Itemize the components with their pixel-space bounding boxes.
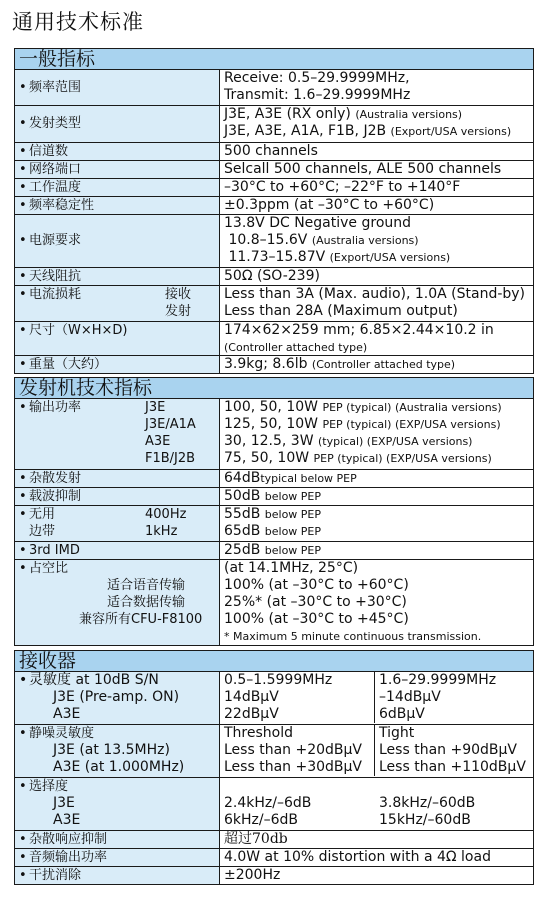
row-squelch: • 静噪灵敏度 J3E (at 13.5MHz) A3E (at 1.000MHz) Threshold Less than +20dBμV Less than +30dBμV Tight Less than +90dBμV Less than +110dBμV: [14, 725, 534, 778]
row-carrier-suppression: • 载波抑制 50dB below PEP: [14, 488, 534, 506]
section-transmitter: 发射机技术指标: [14, 377, 534, 399]
row-sensitivity: • 灵敏度 at 10dB S/N J3E (Pre-amp. ON) A3E 0.5–1.5999MHz 14dBμV 22dBμV 1.6–29.9999MHz –14dBμV 6dBμV: [14, 672, 534, 725]
row-audio-output: • 音频输出功率 4.0W at 10% distortion with a 4Ω load: [14, 849, 534, 867]
row-spurious-rejection: • 杂散响应抑制 超过70db: [14, 831, 534, 849]
row-rit: • 干扰消除 ±200Hz: [14, 867, 534, 885]
section-receiver: 接收器: [14, 650, 534, 672]
row-selectivity: • 选择度 J3E A3E 2.4kHz/–6dB 6kHz/–6dB 3.8kHz/–60dB 15kHz/–60dB: [14, 778, 534, 831]
page-title: 通用技术标准: [12, 10, 144, 34]
section-general: 一般指标: [14, 48, 534, 70]
row-temp: • 工作温度 –30°C to +60°C; –22°F to +140°F: [14, 179, 534, 197]
row-stability: • 频率稳定性 ±0.3ppm (at –30°C to +60°C): [14, 197, 534, 215]
row-emission: • 发射类型 J3E, A3E (RX only) (Australia versions) J3E, A3E, A1A, F1B, J2B (Export/USA versions): [14, 106, 534, 143]
row-3rd-imd: • 3rd IMD 25dB below PEP: [14, 542, 534, 560]
row-size: • 尺寸（W×H×D) 174×62×259 mm; 6.85×2.44×10.2 in (Controller attached type): [14, 322, 534, 356]
row-freq-range: • 频率范围 Receive: 0.5–29.9999MHz, Transmit: 1.6–29.9999MHz: [14, 70, 534, 106]
row-impedance: • 天线阻抗 50Ω (SO-239): [14, 268, 534, 286]
row-power: • 电源要求 13.8V DC Negative ground 10.8–15.6V (Australia versions) 11.73–15.87V (Export/USA versions): [14, 215, 534, 268]
row-network: • 网络端口 Selcall 500 channels, ALE 500 channels: [14, 161, 534, 179]
row-duty-cycle: • 占空比 适合语音传输 适合数据传输 兼容所有CFU-F8100 (at 14.1MHz, 25°C) 100% (at –30°C to +60°C) 25%* (at –30°C to +30°C) 100% (at –30°C to +45°C) * Maximum 5 minute continuous transmission.: [14, 560, 534, 646]
row-channels: • 信道数 500 channels: [14, 143, 534, 161]
row-current: • 电流损耗 接收 发射 Less than 3A (Max. audio), 1.0A (Stand-by) Less than 28A (Maximum output): [14, 286, 534, 322]
row-unwanted-sideband: • 无用 400Hz 边带 1kHz 55dB below PEP 65dB below PEP: [14, 506, 534, 542]
row-spurious-emission: • 杂散发射 64dBtypical below PEP: [14, 470, 534, 488]
row-weight: • 重量（大约） 3.9kg; 8.6lb (Controller attached type): [14, 356, 534, 374]
row-output-power: • 输出功率 J3E J3E/A1A A3E F1B/J2B 100, 50, 10W PEP (typical) (Australia versions) 125, 50, 10W PEP (typical) (EXP/USA versions) 30, 12.5, 3W (typical) (EXP/USA versions) 75, 50, 10W PEP (typical) (EXP/USA versions): [14, 399, 534, 470]
